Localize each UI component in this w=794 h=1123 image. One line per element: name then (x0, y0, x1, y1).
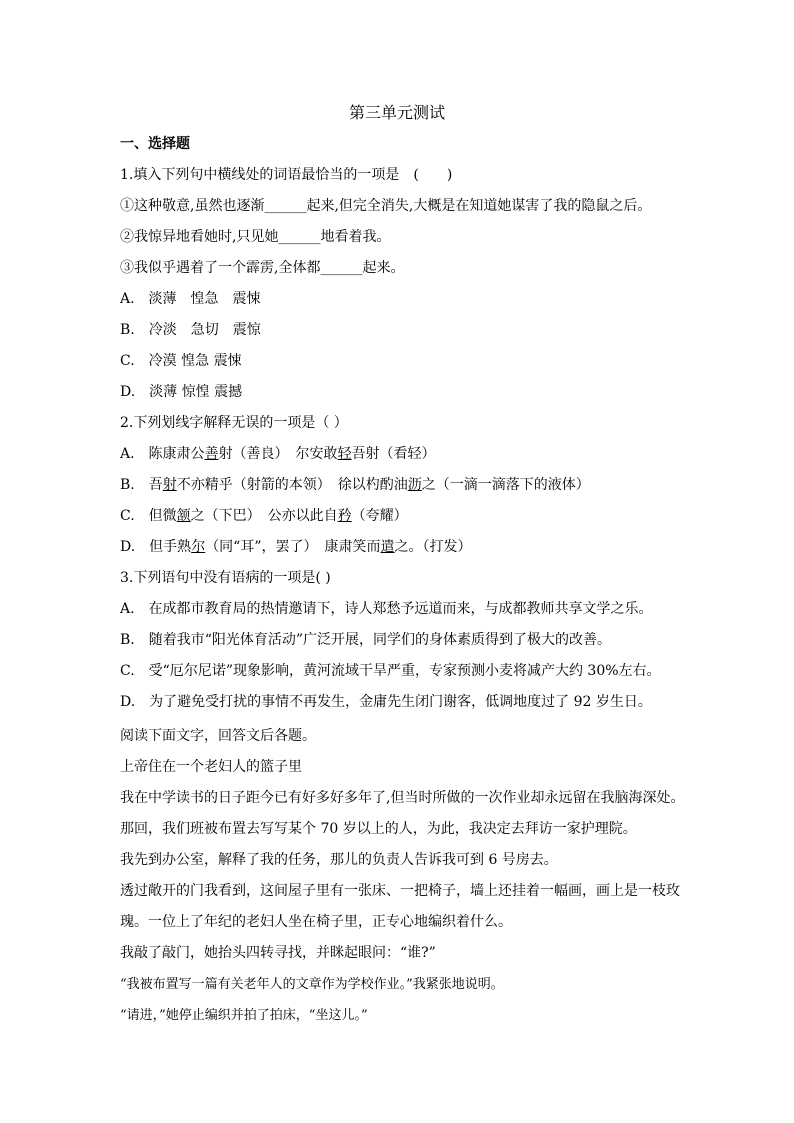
question-1-sentence-2: ②我惊异地看她时,只见她______地看着我。 (120, 229, 391, 245)
question-2-option-c: C. 但微颔之（下巴） 公亦以此自矜（夸耀） (120, 508, 408, 524)
reading-instruction: 阅读下面文字，回答文后各题。 (120, 728, 316, 744)
question-2-option-d: D. 但手熟尔（同“耳”，罢了） 康肃笑而遣之。（打发） (120, 539, 472, 555)
question-3-option-b: B. 随着我市“阳光体育活动”广泛开展，同学们的身体素质得到了极大的改善。 (120, 632, 612, 648)
question-3-option-c: C. 受“厄尔尼诺”现象影响，黄河流域干旱严重，专家预测小麦将减产大约 30%左右。 (120, 663, 661, 679)
question-1-sentence-3: ③我似乎遇着了一个霹雳,全体都______起来。 (120, 260, 405, 276)
reading-heading: 上帝住在一个老妇人的篮子里 (120, 759, 302, 775)
question-2-option-a: A. 陈康肃公善射（善良） 尔安敢轻吾射（看轻） (120, 446, 436, 462)
question-2-stem: 2.下列划线字解释无误的一项是（ ） (120, 415, 348, 431)
question-1-stem: 1.填入下列句中横线处的词语最恰当的一项是 ( ) (120, 167, 453, 183)
question-1-option-c: C. 冷漠 惶急 震悚 (120, 353, 242, 369)
section-heading: 一、选择题 (120, 136, 190, 152)
question-1-option-a: A. 淡薄 惶急 震悚 (120, 291, 261, 307)
question-1-option-d: D. 淡薄 惊惶 震撼 (120, 384, 243, 400)
question-3-stem: 3.下列语句中没有语病的一项是( ) (120, 570, 331, 586)
question-1-option-b: B. 冷淡 急切 震惊 (120, 322, 261, 338)
question-3-option-d: D. 为了避免受打扰的事情不再发生，金庸先生闭门谢客，低调地度过了 92 岁生日。 (120, 694, 652, 710)
question-2-option-b: B. 吾射不亦精乎（射箭的本领） 徐以杓酌油沥之（一滴一滴落下的液体） (120, 477, 590, 493)
page-title: 第三单元测试 (348, 103, 445, 122)
reading-paragraph-4-line-2: 瑰。一位上了年纪的老妇人坐在椅子里，正专心地编织着什么。 (120, 914, 512, 930)
reading-paragraph-2: 那回，我们班被布置去写写某个 70 岁以上的人，为此，我决定去拜访一家护理院。 (120, 821, 637, 837)
reading-paragraph-1: 我在中学读书的日子距今已有好多好多年了,但当时所做的一次作业却永远留在我脑海深处。 (120, 790, 685, 806)
question-1-sentence-1: ①这种敬意,虽然也逐渐______起来,但完全消失,大概是在知道她谋害了我的隐鼠之后。 (120, 198, 652, 214)
reading-paragraph-6: “我被布置写一篇有关老年人的文章作为学校作业。”我紧张地说明。 (120, 977, 504, 992)
reading-paragraph-3: 我先到办公室，解释了我的任务，那儿的负责人告诉我可到 6 号房去。 (120, 852, 558, 868)
reading-paragraph-4-line-1: 透过敞开的门我看到，这间屋子里有一张床、一把椅子，墙上还挂着一幅画，画上是一枝玫 (120, 883, 680, 899)
reading-paragraph-7: “请进，”她停止编织并拍了拍床，“坐这儿。” (120, 1008, 368, 1023)
reading-paragraph-5: 我敲了敲门，她抬头四转寻找，并眯起眼问：“谁?” (120, 945, 436, 961)
question-3-option-a: A. 在成都市教育局的热情邀请下，诗人郑愁予远道而来，与成都教师共享文学之乐。 (120, 601, 653, 617)
